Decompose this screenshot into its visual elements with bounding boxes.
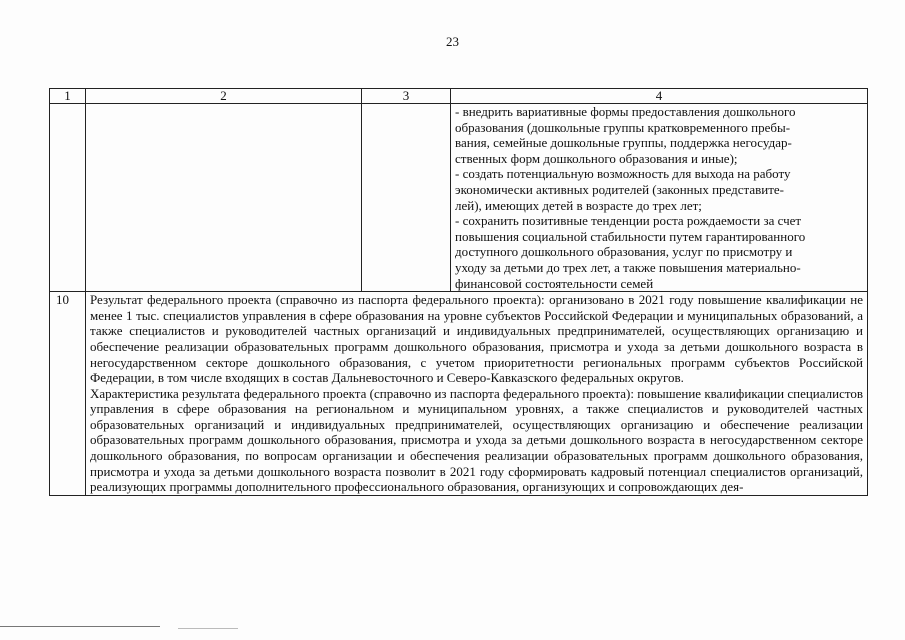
col4-line: лей), имеющих детей в возрасте до трех лет; bbox=[455, 197, 702, 213]
header-col-4: 4 bbox=[451, 89, 868, 104]
row-number: 10 bbox=[50, 292, 86, 496]
scan-rule-left bbox=[0, 626, 160, 627]
cell-col-1 bbox=[50, 104, 86, 292]
col4-line: ственных форм дошкольного образования и иные); bbox=[455, 150, 738, 166]
col4-line: доступного дошкольного образования, услуг по присмотру и bbox=[455, 244, 793, 260]
col4-line: - внедрить вариативные формы предоставления дошкольного bbox=[455, 104, 796, 119]
col4-line: - сохранить позитивные тенденции роста рождаемости за счет bbox=[455, 213, 802, 229]
document-table bbox=[49, 88, 868, 496]
page-number: 23 bbox=[446, 34, 459, 49]
characteristic-paragraph: Характеристика результата федерального проекта (справочно из паспорта федерального проекта): повышение квалификации специалистов управления в сфере образования на региональном и муниципальном уровнях, а также специалистов и руководителей частных образовательных организаций и индивидуальных предпринимателей, осуществляющих организацию и обеспечение реализации образовательных программ дошкольного образования, присмотра и ухода за детьми дошкольного возраста в негосударственном секторе дошкольного образования, по вопросам организации и обеспечения реализации образовательных программ дошкольного образования, присмотра и ухода за детьми дошкольного возраста позволит в 2021 году сформировать кадровый потенциал специалистов организаций, реализующих программы дополнительного профессионального образования, организующих и сопровождающих дея- bbox=[90, 385, 863, 495]
header-col-2: 2 bbox=[86, 89, 362, 104]
cell-col-4 bbox=[451, 104, 868, 292]
col4-line: уходу за детьми до трех лет, а также повышения материально- bbox=[455, 259, 801, 275]
cell-col-2 bbox=[86, 104, 362, 292]
table-row-continuation bbox=[50, 104, 868, 292]
table-row-10 bbox=[50, 292, 868, 496]
result-paragraph: Результат федерального проекта (справочно из паспорта федерального проекта): организовано в 2021 году повышение квалификации не менее 1 тыс. специалистов управления в сфере образования на уровне субъектов Российской Федерации и муниципальных образований, а также специалистов и руководителей частных организаций и индивидуальных предпринимателей, осуществляющих организацию и обеспечение реализации образовательных программ дошкольного образования, присмотра и ухода за детьми дошкольного возраста в негосударственном секторе дошкольного образования, с учетом приоритетности региональных программ субъектов Российской Федерации, в том числе входящих в состав Дальневосточного и Северо-Кавказского федеральных округов. bbox=[90, 292, 863, 386]
scan-rule-right bbox=[178, 628, 238, 629]
col4-line: экономически активных родителей (законных представите- bbox=[455, 181, 785, 197]
col4-line: образования (дошкольные группы кратковременного пребы- bbox=[455, 119, 791, 135]
row10-merged-cell bbox=[86, 292, 868, 496]
col4-line: вания, семейные дошкольные группы, поддержка негосудар- bbox=[455, 135, 792, 151]
header-col-1: 1 bbox=[50, 89, 86, 104]
col4-line: - создать потенциальную возможность для выхода на работу bbox=[455, 166, 791, 182]
cell-col-3 bbox=[362, 104, 451, 292]
header-col-3: 3 bbox=[362, 89, 451, 104]
table-header-row bbox=[50, 89, 868, 104]
col4-line: повышения социальной стабильности путем гарантированного bbox=[455, 228, 806, 244]
col4-line: финансовой состоятельности семей bbox=[455, 275, 654, 291]
